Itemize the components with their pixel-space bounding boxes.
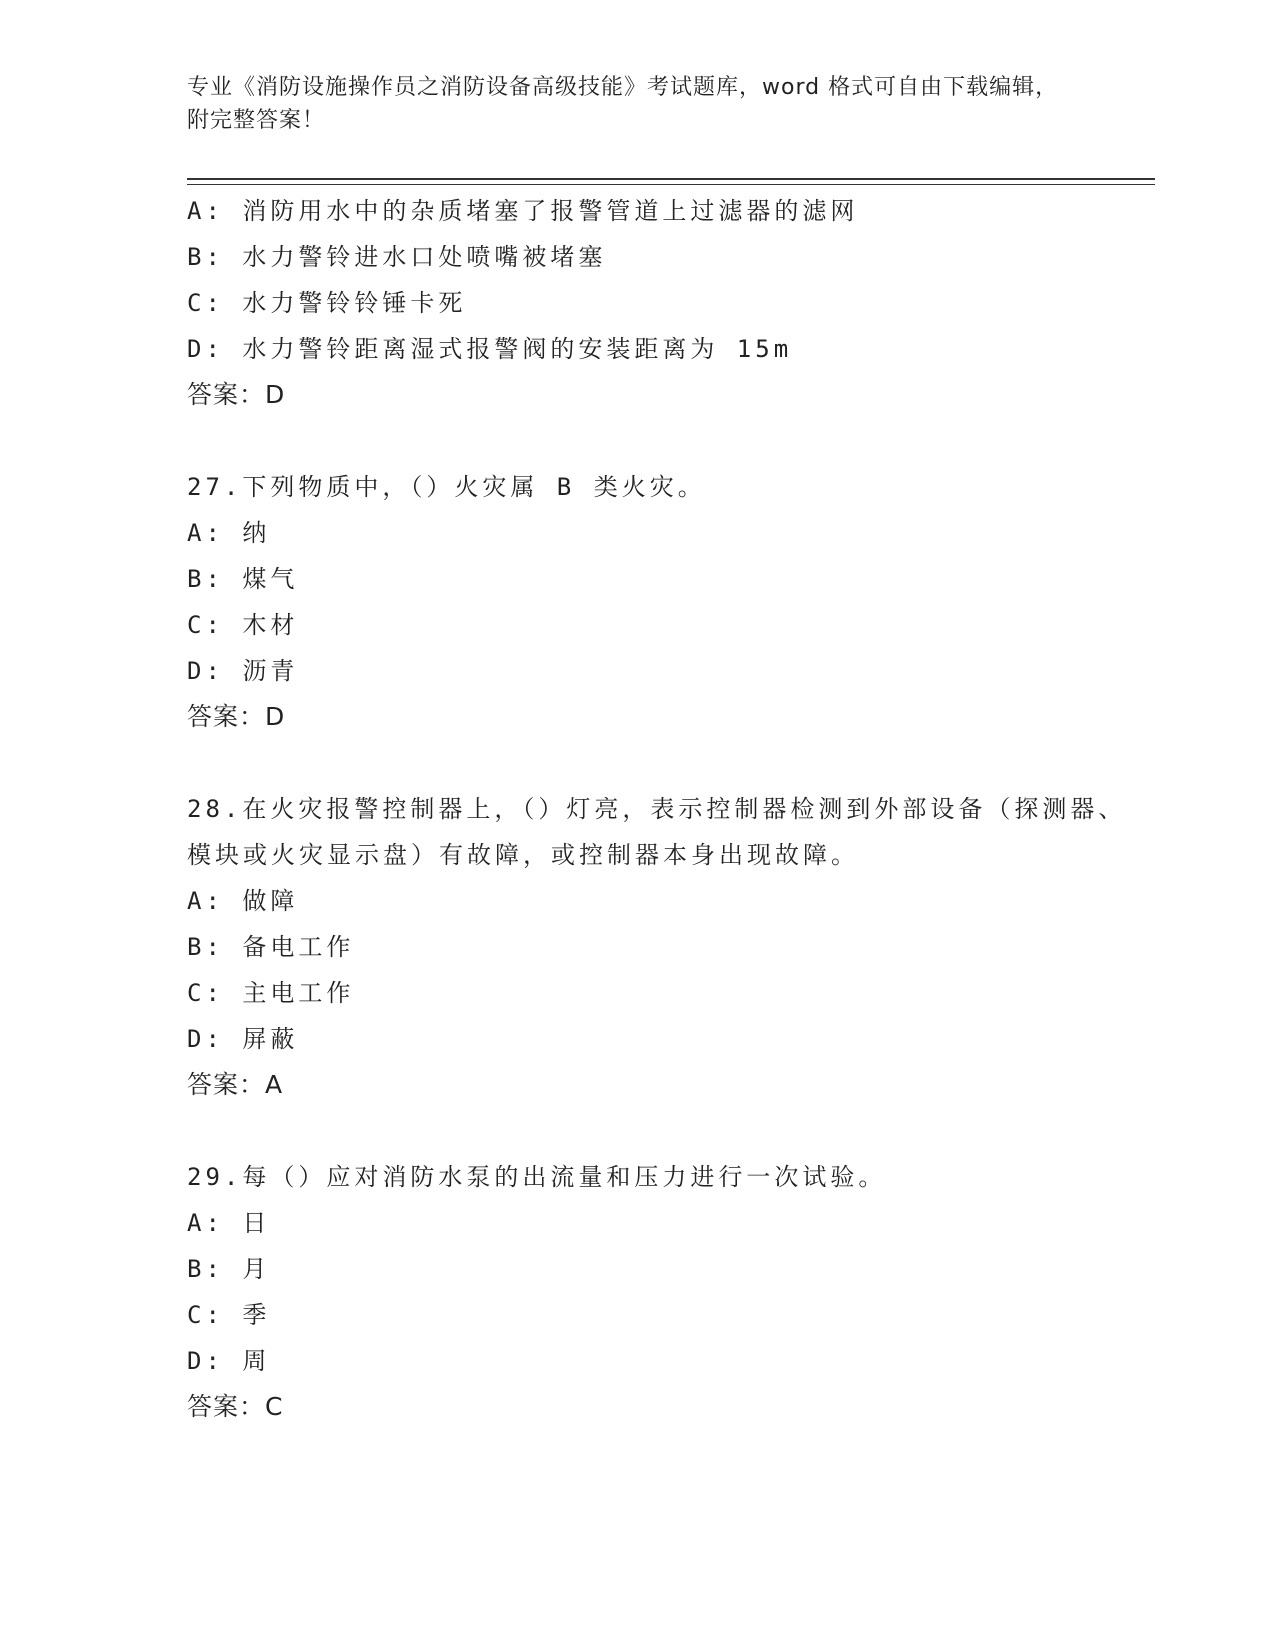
option-a: A: 消防用水中的杂质堵塞了报警管道上过滤器的滤网	[187, 197, 859, 225]
option-c: C: 主电工作	[187, 979, 355, 1007]
question-stem: 27.下列物质中，（）火灾属 B 类火灾。	[187, 473, 706, 501]
answer: 答案：A	[187, 1070, 284, 1099]
document-header: 专业《消防设施操作员之消防设备高级技能》考试题库，word 格式可自由下载编辑，附完整答案！	[187, 75, 1059, 133]
option-b: B: 煤气	[187, 565, 299, 593]
question-27	[187, 464, 1127, 740]
header-rule-thick	[187, 178, 1155, 180]
option-c: C: 水力警铃铃锤卡死	[187, 289, 467, 317]
option-d: D: 周	[187, 1347, 271, 1375]
option-d: D: 沥青	[187, 657, 299, 685]
question-26-continued	[187, 188, 1127, 418]
question-28	[187, 786, 1127, 1108]
option-b: B: 备电工作	[187, 933, 355, 961]
question-list	[187, 188, 1127, 1430]
answer: 答案：C	[187, 1392, 284, 1421]
option-a: A: 日	[187, 1209, 271, 1237]
option-b: B: 水力警铃进水口处喷嘴被堵塞	[187, 243, 607, 271]
question-stem: 28.在火灾报警控制器上，（）灯亮，表示控制器检测到外部设备（探测器、模块或火灾显示盘）有故障，或控制器本身出现故障。	[187, 795, 1127, 869]
option-b: B: 月	[187, 1255, 271, 1283]
question-29	[187, 1154, 1127, 1430]
option-c: C: 季	[187, 1301, 271, 1329]
answer: 答案：D	[187, 702, 286, 731]
option-a: A: 纳	[187, 519, 271, 547]
option-a: A: 做障	[187, 887, 299, 915]
option-d: D: 屏蔽	[187, 1025, 299, 1053]
question-stem: 29.每（）应对消防水泵的出流量和压力进行一次试验。	[187, 1163, 887, 1191]
answer: 答案：D	[187, 380, 286, 409]
option-d: D: 水力警铃距离湿式报警阀的安装距离为 15m	[187, 335, 793, 363]
option-c: C: 木材	[187, 611, 299, 639]
header-rule-thin	[187, 184, 1155, 185]
